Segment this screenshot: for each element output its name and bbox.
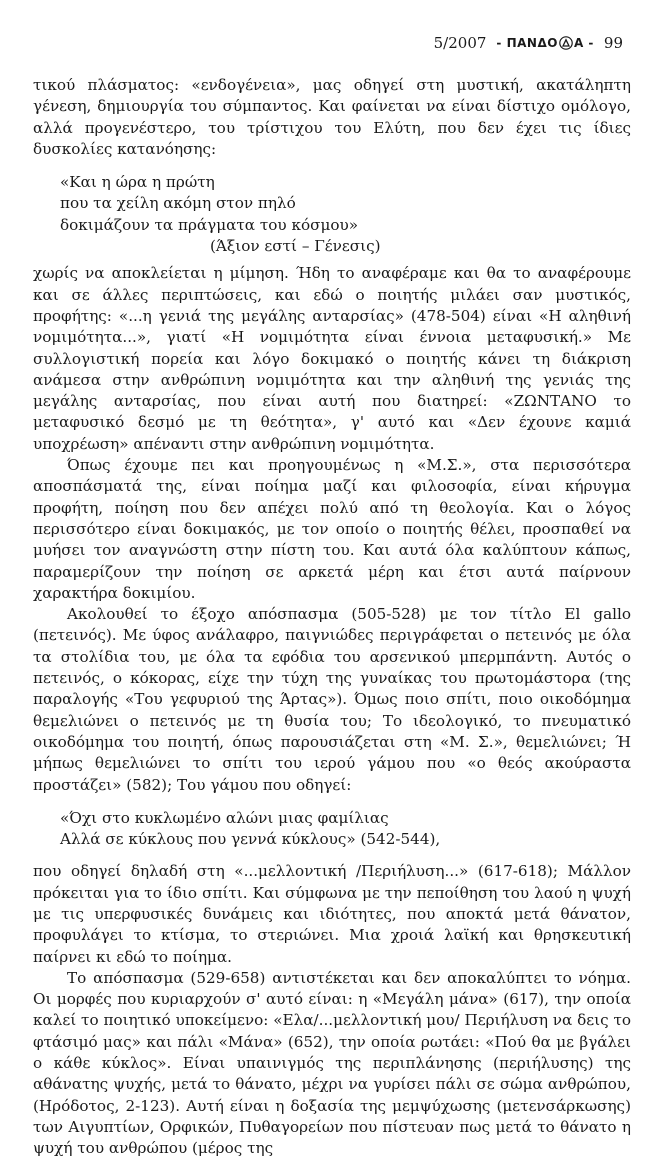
paragraph: Όπως έχουμε πει και προηγουμένως η «Μ.Σ.», στα περισσότερα αποσπάσματά της, είναι ποίημα μαζί και φιλοσοφία, είναι κήρυγμα προφήτη, ποίηση που δεν απέχει πολύ από τη θεολογία. Και ο λόγος περισσότερο είναι δοκιμακός, με τον οποίο ο ποιητής θέλει, προσπαθεί να μυήσει τον αναγνώστη στην πίστη του. Και αυτά όλα καλύπτουν κάπως, παραμερίζουν την ποίηση σε αρκετά μέρη και έτσι αυτά παίρνουν χαρακτήρα δοκιμίου.	[33, 456, 631, 602]
verse-line: Αλλά σε κύκλους που γεννά κύκλους» (542-544),	[60, 830, 441, 849]
verse-line: «Και η ώρα η πρώτη	[60, 173, 215, 192]
running-header	[434, 34, 623, 52]
verse-line: δοκιμάζουν τα πράγματα του κόσμου»	[60, 215, 359, 234]
paragraph: Το απόσπασμα (529-658) αντιστέκεται και δεν αποκαλύπτει το νόημα. Οι μορφές που κυριαρχούν σ' αυτό είναι: η «Μεγάλη μάνα» (617), την οποία καλεί το ποιητικό υποκείμενο: «Ελα/...μελλοντική μου/ Περιήλυση να δεις το φτάσιμό μας» και πάλι «Μάνα» (652), την οποία ρωτάει: «Πού θα με βγάλει ο κάθε κύκλος». Είναι υπαινιγμός της περιπλάνησης (περιήλυσης) της αθάνατης ψυχής, μετά το θάνατο, μέχρι να γυρίσει πάλι σε σώμα ανθρώπου, (Ηρόδοτος, 2-123). Αυτή είναι η δοξασία της μεμψύχωσης (μετενσάρκωσης) των Αιγυπτίων, Ορφικών, Πυθαγορείων που πίστευαν πως μετά το θάνατο η ψυχή του ανθρώπου (μέρος της	[33, 968, 631, 1158]
magazine-title-left: - ΠΑΝΔΟ	[496, 36, 558, 50]
issue-date: 5/2007	[433, 34, 487, 52]
verse-quote	[60, 172, 631, 257]
magazine-title	[496, 36, 593, 50]
magazine-title-right: Α -	[573, 36, 594, 50]
paragraph: που οδηγεί δηλαδή στη «...μελλοντική /Περιήλυση...» (617-618); Μάλλον πρόκειται για το ίδιο σπίτι. Και σύμφωνα με την πεποίθηση του λαού η ψυχή με τις υπερφυσικές δυνάμεις και ιδιότητες, που αποκτά μετά θάνατον, προφυλάγει το κτίσμα, το στεριώνει. Μια χροιά λαϊκή και θρησκευτική παίρνει κι εδώ το ποίημα.	[33, 862, 631, 966]
verse-citation: (Άξιον εστί – Γένεσις)	[210, 237, 381, 256]
verse-line: «Όχι στο κυκλωμένο αλώνι μιας φαμίλιας	[60, 808, 389, 827]
page-number: 99	[603, 34, 623, 52]
verse-line: που τα χείλη ακόμη στον πηλό	[60, 194, 296, 213]
paragraph: τικού πλάσματος: «ενδογένεια», μας οδηγεί στη μυστική, ακατάληπτη γένεση, δημιουργία του σύμπαντος. Και φαίνεται να είναι δίστιχο ομόλογο, αλλά προγενέστερο, του τρίστιχου του Ελύτη, που δεν έχει τις ίδιες δυσκολίες κατανόησης:	[33, 76, 631, 158]
paragraph: χωρίς να αποκλείεται η μίμηση. Ήδη το αναφέραμε και θα το αναφέρουμε και σε άλλες περιπτώσεις, και εδώ ο ποιητής μιλάει σαν μυστικός, προφήτης: «...η γενιά της μεγάλης ανταρσίας» (478-504) είναι «Η αληθινή νομιμότητα...», γιατί «Η νομιμότητα είναι έννοια μεταφυσική.» Με συλλογιστική πορεία και λόγο δοκιμακό ο ποιητής κάνει τη διάκριση ανάμεσα στην ανθρώπινη νομιμότητα και την αληθινή της γενιάς της μεγάλης ανταρσίας, που είναι αυτή που διατηρεί: «ΖΩΝΤΑΝΟ το μεταφυσικό δεσμό με τη θεότητα», γ' αυτό και «Δεν έχουνε καμιά υποχρέωση» απέναντι στην ανθρώπινη νομιμότητα.	[33, 264, 631, 453]
article-body	[33, 75, 631, 1160]
magazine-logo-icon	[559, 36, 573, 50]
verse-quote	[60, 808, 631, 851]
paragraph: Ακολουθεί το έξοχο απόσπασμα (505-528) με τον τίτλο El gallo (πετεινός). Με ύφος ανάλαφρο, παιγνιώδες περιγράφεται ο πετεινός με όλα τα στολίδια του, με όλα τα εφόδια του αρσενικού μπερμπάντη. Αυτός ο πετεινός, ο κόκορας, είχε την τύχη της γυναίκας του πρωτομάστορα (της παραλογής «Του γεφυριού της Άρτας»). Όμως ποιο σπίτι, ποιο οικοδόμημα θεμελιώνει ο πετεινός με τη θυσία του; Το ιδεολογικό, το πνευματικό οικοδόμημα του ποιητή, όπως παρουσιάζεται στη «Μ. Σ.», θεμελιώνει; Ή μήπως θεμελιώνει το σπίτι του ιερού γάμου που «ο θεός ακούραστα προστάζει» (582); Του γάμου που οδηγεί:	[33, 605, 631, 794]
